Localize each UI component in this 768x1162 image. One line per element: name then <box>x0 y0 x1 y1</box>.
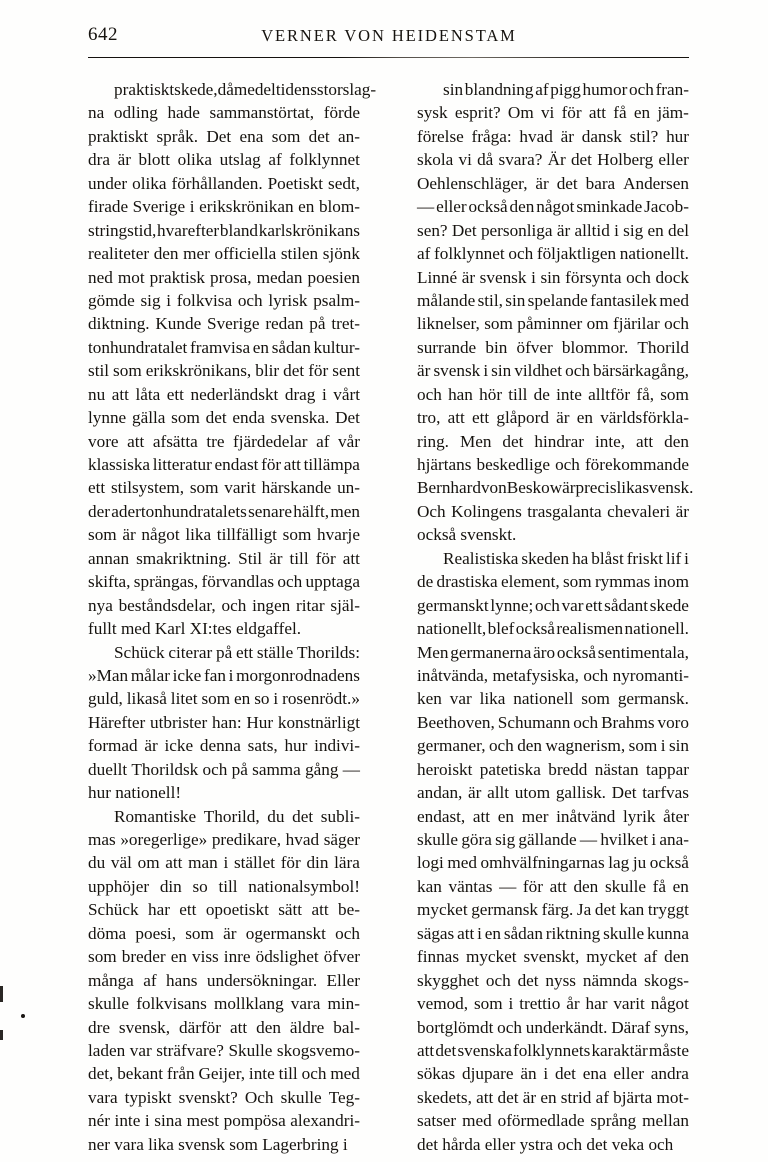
text-line: stringstid, hvarefter bland karlskrönikans <box>88 220 360 240</box>
text-line: der adertonhundratalets senare hälft, men <box>88 501 360 521</box>
text-line: firade Sverige i erikskrönikan en blom- <box>88 197 360 217</box>
text-line: Realistiska skeden ha blåst friskt lif i <box>443 548 689 568</box>
text-line: duellt Thorildsk och på samma gång — <box>88 759 360 779</box>
text-line: vore att afsätta tre fjärdedelar af vår <box>88 431 360 451</box>
text-line: hjärtans beskedlige och förekommande <box>417 455 689 474</box>
text-line: tonhundratalet framvisa en sådan kultur- <box>88 337 360 357</box>
text-line: laden var sträfvare? Skulle skogsvemo- <box>88 1040 360 1060</box>
text-line: heroiskt patetiska bredd nästan tappar <box>417 759 689 779</box>
text-line: skifta, sprängas, förvandlas och upptaga <box>88 572 360 592</box>
text-line: Beethoven, Schumann och Brahms voro <box>417 712 689 732</box>
text-line: Men germanerna äro också sentimentala, <box>417 642 689 662</box>
text-line: nya beståndsdelar, och ingen ritar själ- <box>88 595 360 615</box>
text-line: som är något lika tillfälligt som hvarje <box>88 525 360 545</box>
text-line: andan, är allt utom gallisk. Det tarfvas <box>417 783 689 803</box>
text-line: formad är icke denna sats, hur indivi- <box>88 736 360 756</box>
text-line: guld, likaså litet som en so i rosenrödt.» <box>88 689 360 709</box>
text-line: upphöjer din so till nationalsymbol! <box>88 876 360 896</box>
text-line: skola vi då svara? Är det Holberg eller <box>417 150 689 170</box>
text-line: satser med oförmedlade språng mellan <box>417 1111 689 1131</box>
text-line: bortglömdt och underkändt. Däraf syns, <box>417 1017 689 1037</box>
text-line: sin blandning af pigg humor och fran- <box>443 80 689 99</box>
text-line: stil som erikskrönikans, blir det för sent <box>88 361 360 381</box>
scan-edge-artifact <box>0 1030 3 1040</box>
text-line: ken var lika nationell som germansk. <box>417 689 689 709</box>
text-line: som breder en viss inre ödslighet öfver <box>88 947 360 967</box>
text-line: det, bekant från Geijer, inte till och med <box>88 1064 360 1084</box>
text-line: sägas att i en sådan riktning skulle kunna <box>417 923 689 943</box>
text-line: många af hans undersökningar. Eller <box>88 970 360 990</box>
text-line: vara typiskt svenskt? Och skulle Teg- <box>88 1087 360 1107</box>
text-line: skygghet och det nyss nämnda skogs- <box>417 970 689 990</box>
text-line: endast, att en mer inåtvänd lyrik åter <box>417 806 689 826</box>
scan-edge-artifact <box>0 986 3 1002</box>
text-line: döma poesi, som är ogermanskt och <box>88 923 360 943</box>
text-line: de drastiska element, som rymmas inom <box>417 572 689 592</box>
text-line: Härefter utbrister han: Hur konstnärligt <box>88 712 360 732</box>
text-line: också svenskt. <box>417 525 517 545</box>
text-line: inåtvända, metafysiska, och nyromanti- <box>417 665 689 685</box>
text-line: är svensk i sin vildhet och bärsärkagång, <box>417 361 689 381</box>
text-line: mycket germansk färg. Ja det kan tryggt <box>417 900 689 920</box>
text-line: lynne gälla som det enda svenska. Det <box>88 408 360 428</box>
text-line: »Man målar icke fan i morgonrodnadens <box>88 665 360 685</box>
text-line: Oehlenschläger, är det bara Andersen <box>417 173 689 193</box>
text-line: Schück har ett opoetiskt sätt att be- <box>88 900 360 920</box>
text-line: nér inte i sina mest pompösa alexandri- <box>88 1111 360 1131</box>
text-line: hur nationell! <box>88 783 182 803</box>
text-column-left <box>88 78 377 1156</box>
text-line: tro, att ett glåpord är en världsförkla- <box>417 408 689 428</box>
text-line: det hårda eller ystra och det veka och <box>417 1134 674 1154</box>
text-line: vemod, som i trettio år har varit något <box>417 994 689 1014</box>
text-line: diktning. Kunde Sverige redan på tret- <box>88 314 360 334</box>
text-line: sysk esprit? Om vi för att få en jäm- <box>417 103 689 123</box>
text-line: logi med omhvälfningarnas lag ju också <box>417 853 689 873</box>
text-line: skulle folkvisans mollklang vara min- <box>88 994 360 1014</box>
text-line: sen? Det personliga är alltid i sig en del <box>417 220 689 240</box>
text-line: dre svensk, därför att den äldre bal- <box>88 1017 360 1037</box>
running-title: VERNER VON HEIDENSTAM <box>261 26 517 45</box>
text-line: af folklynnet och följaktligen nationellt. <box>417 244 689 264</box>
text-line: gömde sig i folkvisa och lyrisk psalm- <box>88 290 360 310</box>
text-line: under olika förhållanden. Poetiskt sedt, <box>88 173 360 193</box>
text-line: na odling hade sammanstörtat, förde <box>88 103 360 123</box>
text-line: surrande bin öfver blommor. Thorild <box>417 337 689 357</box>
text-line: klassiska litteratur endast för att tillämpa <box>88 455 360 474</box>
text-line: Bernhard von Beskow är precis lika svensk. <box>417 478 694 498</box>
text-line: dra är blott olika utslag af folklynnet <box>88 150 360 170</box>
text-line: förelse fråga: hvad är dansk stil? hur <box>417 126 689 146</box>
text-line: Schück citerar på ett ställe Thorilds: <box>114 642 360 662</box>
text-line: Och Kolingens trasgalanta chevaleri är <box>417 501 689 521</box>
text-line: — eller också den något sminkade Jacob- <box>417 197 689 217</box>
text-line: fullt med Karl XI:tes eldgaffel. <box>88 619 302 639</box>
text-line: målande stil, sin spelande fantasilek med <box>417 290 689 310</box>
text-line: realiteter den mer officiella stilen sjönk <box>88 244 360 264</box>
text-line: skedets, att det är en strid af bjärta mot- <box>417 1087 689 1107</box>
page-number: 642 <box>88 24 118 45</box>
text-line: skulle göra sig gällande — hvilket i ana- <box>417 830 689 849</box>
text-line: ner vara lika svensk som Lagerbring i <box>88 1134 348 1154</box>
text-line: och han hör till de inte alltför få, som <box>417 384 689 404</box>
text-line: germaner, och den wagnerism, som i sin <box>417 736 689 756</box>
text-line: Romantiske Thorild, du det subli- <box>114 806 360 826</box>
header-rule <box>88 57 689 58</box>
text-line: sökas djupare än i det ena eller andra <box>417 1064 689 1084</box>
text-line: mas »oregerlige» predikare, hvad säger <box>88 830 360 849</box>
text-line: ned mot praktisk prosa, medan poesien <box>88 267 360 287</box>
text-line: kan väntas — för att den skulle få en <box>417 876 689 896</box>
text-line: germanskt lynne; och var ett sådant skede <box>417 595 689 615</box>
text-line: ring. Men det hindrar inte, att den <box>417 431 689 451</box>
text-line: nationellt, blef också realismen nationell. <box>417 619 689 639</box>
text-column-right <box>417 78 694 1156</box>
text-line: nu att låta ett nederländskt drag i vårt <box>88 384 360 404</box>
text-line: praktiskt skede, då medeltidens storslag- <box>114 80 377 99</box>
text-line: liknelser, som påminner om fjärilar och <box>417 314 689 334</box>
text-line: Linné är svensk i sin försynta och dock <box>417 267 689 287</box>
text-line: du väl om att man i stället för din lära <box>88 853 360 873</box>
text-line: ett stilsystem, som varit härskande un- <box>88 478 360 498</box>
text-line: annan smakriktning. Stil är till för att <box>88 548 360 568</box>
ink-speck <box>21 1014 25 1018</box>
text-line: att det svenska folklynnets karaktär måste <box>417 1040 689 1060</box>
text-line: praktiskt språk. Det ena som det an- <box>88 126 360 146</box>
text-line: finnas mycket svenskt, mycket af den <box>417 947 689 967</box>
running-head <box>88 24 688 58</box>
